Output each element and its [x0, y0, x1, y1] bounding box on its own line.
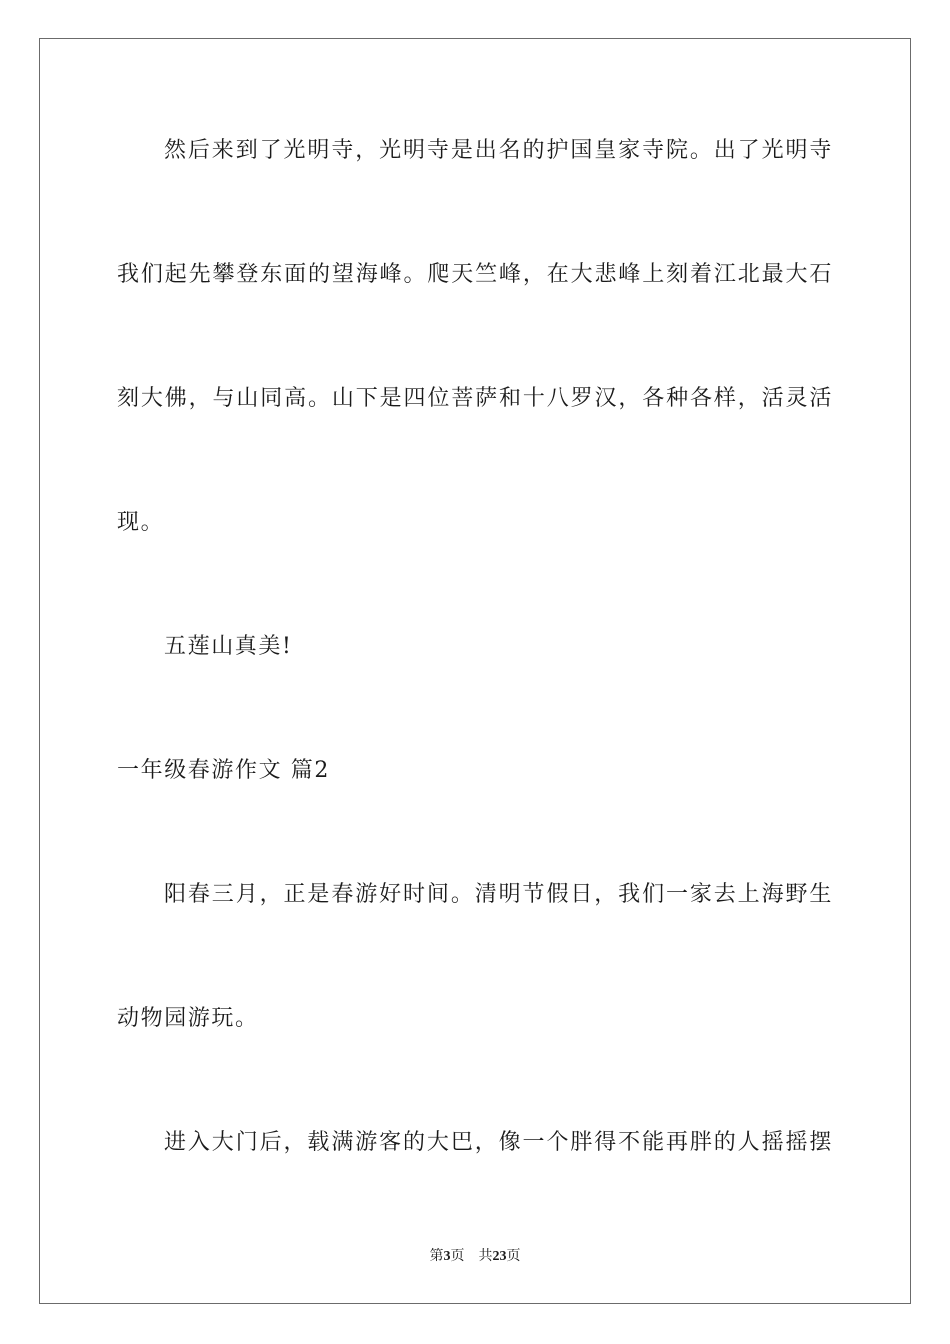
paragraph-line: 然后来到了光明寺，光明寺是出名的护国皇家寺院。出了光明寺: [164, 138, 833, 163]
total-pages: 23: [492, 1249, 507, 1264]
paragraph-line: 阳春三月，正是春游好时间。清明节假日，我们一家去上海野生: [164, 882, 833, 907]
page-prefix: 第: [429, 1249, 444, 1264]
paragraph-line: 刻大佛，与山同高。山下是四位菩萨和十八罗汉，各种各样，活灵活: [117, 386, 833, 411]
page-border: [39, 38, 911, 1304]
total-suffix: 页: [506, 1249, 521, 1264]
paragraph-line: 现。: [117, 510, 165, 535]
page-footer: [0, 1247, 950, 1267]
paragraph-line: 我们起先攀登东面的望海峰。爬天竺峰，在大悲峰上刻着江北最大石: [117, 262, 833, 287]
page-number: 3: [443, 1249, 451, 1264]
section-heading: 一年级春游作文 篇2: [117, 758, 330, 783]
total-prefix: 共: [478, 1249, 493, 1264]
page-suffix: 页: [450, 1249, 465, 1264]
paragraph-line: 进入大门后，载满游客的大巴，像一个胖得不能再胖的人摇摇摆: [164, 1130, 833, 1155]
paragraph-line: 五莲山真美!: [164, 634, 293, 659]
paragraph-line: 动物园游玩。: [117, 1006, 259, 1031]
